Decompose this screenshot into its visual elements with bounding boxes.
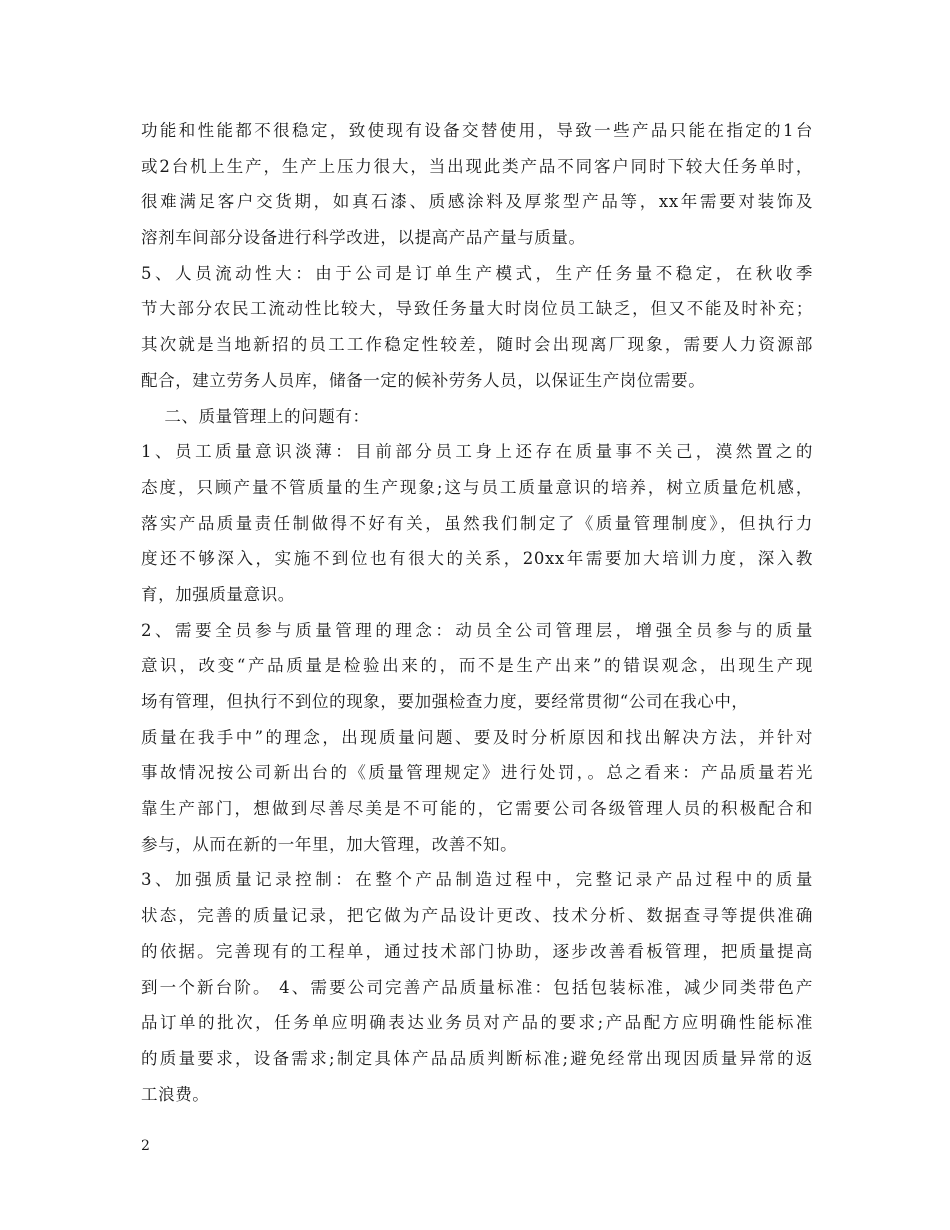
text-line: 场有管理，但执行不到位的现象，要加强检查力度，要经常贯彻“公司在我心中， bbox=[141, 692, 749, 711]
text-line: 意识，改变“产品质量是检验出来的，而不是生产出来”的错误观念，出现生产现 bbox=[141, 656, 813, 676]
document-body bbox=[141, 113, 813, 1112]
text-line: 3、加强质量记录控制：在整个产品制造过程中，完整记录产品过程中的质量 bbox=[141, 870, 813, 890]
text-line: 很难满足客户交货期，如真石漆、质感涂料及厚浆型产品等，xx年需要对装饰及 bbox=[141, 192, 813, 212]
text-line: 5、人员流动性大：由于公司是订单生产模式，生产任务量不稳定，在秋收季 bbox=[141, 263, 813, 283]
text-line: 二、质量管理上的问题有： bbox=[141, 406, 370, 426]
text-line: 的依据。完善现有的工程单，通过技术部门协助，逐步改善看板管理，把质量提高 bbox=[141, 941, 813, 961]
text-line: 质量在我手中”的理念，出现质量问题、要及时分析原因和找出解决方法，并针对 bbox=[141, 727, 813, 747]
text-line: 度还不够深入，实施不到位也有很大的关系，20xx年需要加大培训力度，深入教 bbox=[141, 549, 813, 569]
text-line: 其次就是当地新招的员工工作稳定性较差，随时会出现离厂现象，需要人力资源部 bbox=[141, 335, 813, 355]
text-line: 1、员工质量意识淡薄：目前部分员工身上还存在质量事不关己，漠然置之的 bbox=[141, 442, 813, 462]
text-line: 品订单的批次，任务单应明确表达业务员对产品的要求;产品配方应明确性能标准 bbox=[141, 1013, 813, 1033]
text-line: 工浪费。 bbox=[141, 1084, 210, 1104]
text-line: 落实产品质量责任制做得不好有关，虽然我们制定了《质量管理制度》，但执行力 bbox=[141, 513, 813, 533]
text-line: 参与，从而在新的一年里，加大管理，改善不知。 bbox=[141, 834, 518, 854]
text-line: 靠生产部门，想做到尽善尽美是不可能的，它需要公司各级管理人员的积极配合和 bbox=[141, 799, 813, 819]
text-line: 溶剂车间部分设备进行科学改进，以提高产品产量与质量。 bbox=[141, 228, 586, 248]
text-line: 功能和性能都不很稳定，致使现有设备交替使用，导致一些产品只能在指定的1台 bbox=[141, 121, 813, 140]
text-line: 事故情况按公司新出台的《质量管理规定》进行处罚，。总之看来：产品质量若光 bbox=[141, 763, 813, 783]
text-line: 育，加强质量意识。 bbox=[141, 584, 295, 604]
text-line: 配合，建立劳务人员库，储备一定的候补劳务人员，以保证生产岗位需要。 bbox=[141, 370, 706, 390]
page-number: 2 bbox=[141, 1138, 150, 1154]
text-line: 2、需要全员参与质量管理的理念：动员全公司管理层，增强全员参与的质量 bbox=[141, 620, 813, 640]
text-line: 到一个新台阶。 4、需要公司完善产品质量标准：包括包装标准，减少同类带色产 bbox=[141, 977, 813, 997]
text-line: 状态，完善的质量记录，把它做为产品设计更改、技术分析、数据查寻等提供准确 bbox=[141, 906, 813, 926]
text-line: 的质量要求，设备需求;制定具体产品品质判断标准;避免经常出现因质量异常的返 bbox=[141, 1048, 813, 1068]
text-line: 态度，只顾产量不管质量的生产现象;这与员工质量意识的培养，树立质量危机感， bbox=[141, 477, 813, 497]
text-line: 节大部分农民工流动性比较大，导致任务量大时岗位员工缺乏，但又不能及时补充； bbox=[141, 299, 813, 319]
text-line: 或2台机上生产，生产上压力很大，当出现此类产品不同客户同时下较大任务单时， bbox=[141, 156, 813, 176]
